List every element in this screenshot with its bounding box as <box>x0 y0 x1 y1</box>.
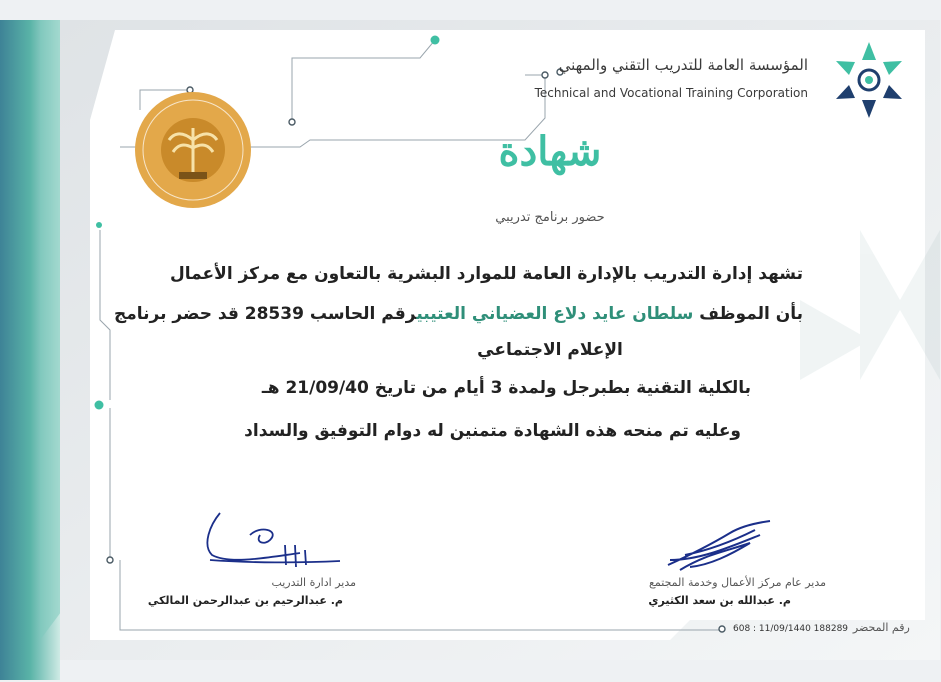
tvtc-logo <box>822 32 917 132</box>
organization-name-en: Technical and Vocational Training Corporation <box>534 86 808 100</box>
line-2-suffix: رقم الحاسب 28539 قد حضر برنامج <box>113 304 417 324</box>
record-number-value: 608 : 11/09/1440 188289 <box>733 624 849 634</box>
certificate-line-5: وعليه تم منحه هذه الشهادة متمنين له دوام التوفيق والسداد <box>244 421 741 441</box>
signature-2-role: مدير ادارة التدريب <box>271 576 356 589</box>
employee-name: سلطان عايد دلاع العضياني العتيبي <box>416 304 694 324</box>
record-number <box>733 621 910 634</box>
signature-training-director <box>190 505 350 575</box>
signature-business-center-director <box>660 515 780 580</box>
signature-2-name: م. عبدالرحيم بن عبدالرحمن المالكي <box>147 594 343 607</box>
certificate-line-1: تشهد إدارة التدريب بالإدارة العامة للموارد البشرية بالتعاون مع مركز الأعمال <box>170 264 803 284</box>
certificate-line-2 <box>114 304 803 324</box>
organization-name-ar: المؤسسة العامة للتدريب التقني والمهني <box>558 56 808 74</box>
line-2-prefix: بأن الموظف <box>699 304 803 324</box>
signature-1-name: م. عبدالله بن سعد الكثيري <box>648 594 791 607</box>
signature-1-role: مدير عام مركز الأعمال وخدمة المجتمع <box>649 576 826 589</box>
certificate-subtitle: حضور برنامج تدريبي <box>495 210 605 225</box>
certificate-title: شهادة <box>498 128 602 175</box>
record-number-label: رقم المحضر <box>852 621 910 634</box>
program-name: الإعلام الاجتماعي <box>477 340 623 360</box>
certificate-line-4: بالكلية التقنية بطبرجل ولمدة 3 أيام من تاريخ 21/09/40 هـ <box>261 378 751 398</box>
